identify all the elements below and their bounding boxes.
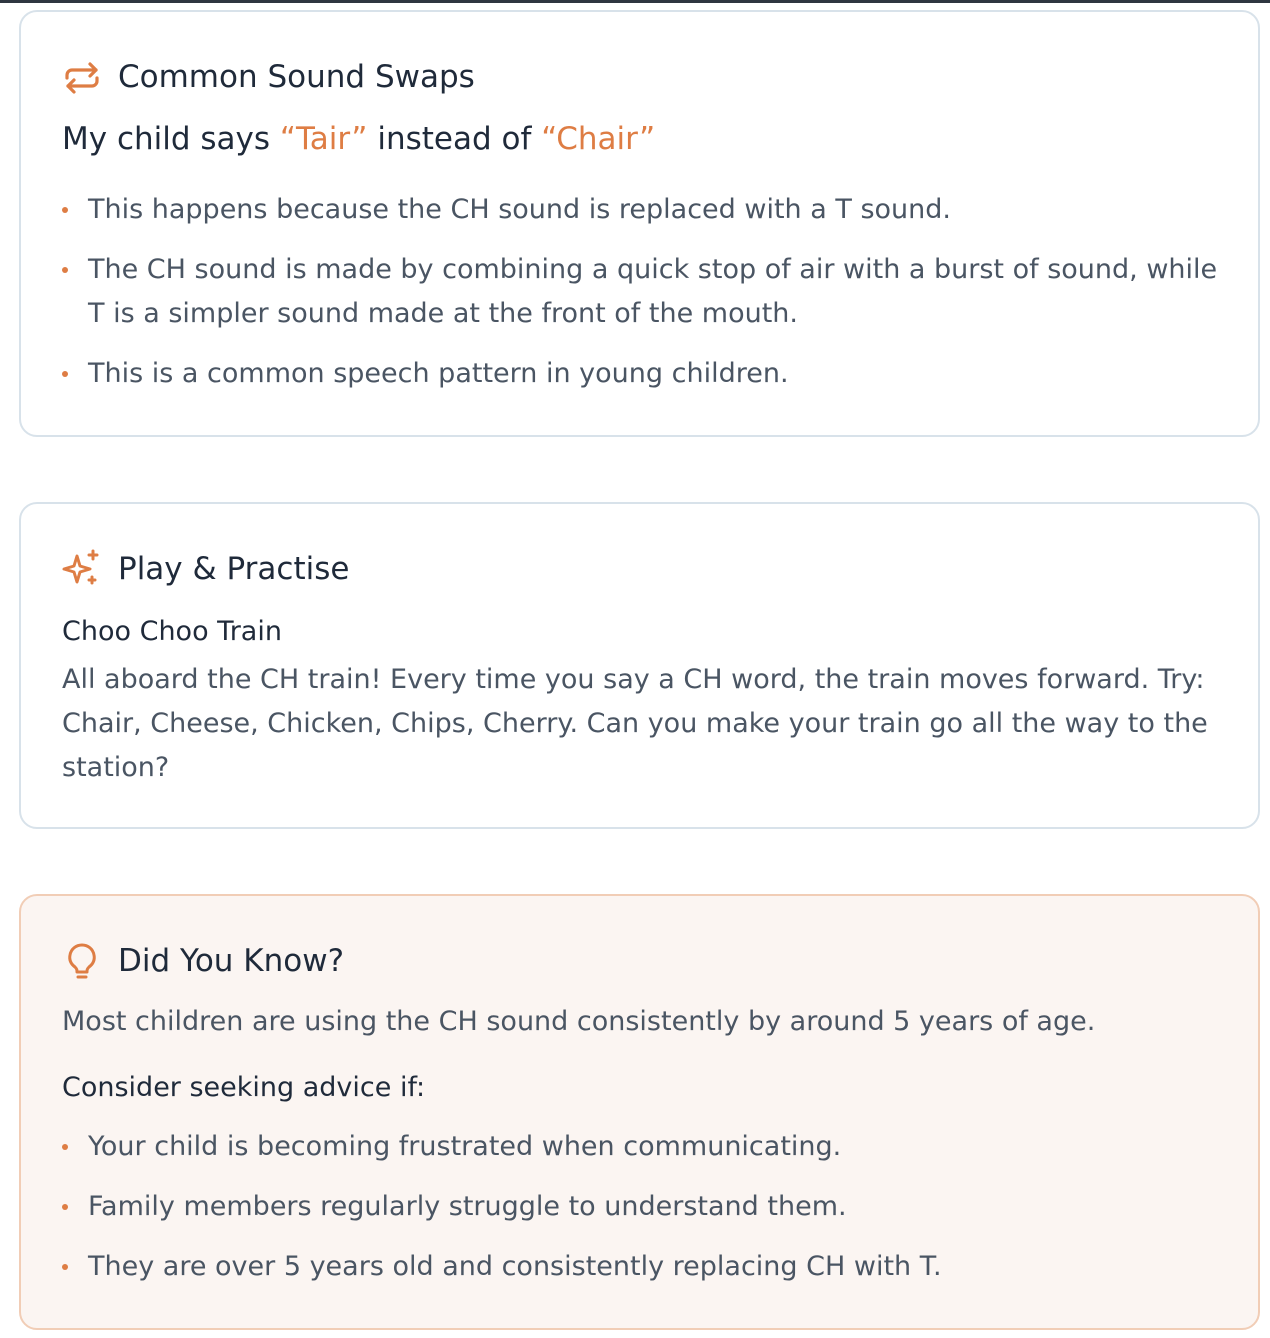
subhead-prefix: My child says	[62, 121, 280, 157]
play-practise-card	[19, 502, 1260, 829]
bullet-dot	[62, 267, 68, 273]
did-you-know-title: Did You Know?	[118, 943, 345, 979]
game-description: All aboard the CH train! Every time you say a CH word, the train moves forward. Try: Chair, Cheese, Chicken, Chips, Cherry. Can you make your train go all the way to the station?	[62, 664, 1208, 783]
play-practise-title: Play & Practise	[118, 551, 350, 587]
list-item-text: This happens because the CH sound is replaced with a T sound.	[88, 194, 951, 225]
bullet-dot	[62, 371, 68, 377]
list-item	[62, 188, 1232, 232]
list-item	[62, 248, 1232, 336]
did-you-know-card	[19, 894, 1260, 1330]
swap-arrows-icon	[60, 56, 104, 100]
list-item	[62, 1185, 1232, 1229]
did-you-know-fact: Most children are using the CH sound consistently by around 5 years of age.	[62, 1006, 1096, 1037]
list-item	[62, 1245, 1232, 1289]
list-item-text: The CH sound is made by combining a quick stop of air with a burst of sound, while T is a simpler sound made at the front of the mouth.	[88, 254, 1218, 329]
list-item-text: They are over 5 years old and consistently replacing CH with T.	[88, 1251, 942, 1282]
sound-swap-example	[62, 121, 656, 157]
advice-list	[62, 1125, 1232, 1289]
list-item-text: Your child is becoming frustrated when communicating.	[88, 1131, 842, 1162]
top-divider	[0, 0, 1270, 3]
advice-heading: Consider seeking advice if:	[62, 1072, 426, 1103]
sparkle-icon	[60, 547, 104, 591]
list-item-text: Family members regularly struggle to understand them.	[88, 1191, 847, 1222]
list-item-text: This is a common speech pattern in young children.	[88, 358, 789, 389]
said-word: “Tair”	[279, 121, 368, 157]
sound-swaps-card	[19, 10, 1260, 437]
game-title: Choo Choo Train	[62, 616, 282, 647]
bullet-dot	[62, 1204, 68, 1210]
list-item	[62, 352, 1232, 396]
bullet-dot	[62, 1144, 68, 1150]
bullet-dot	[62, 207, 68, 213]
sound-swaps-list	[62, 188, 1232, 396]
list-item	[62, 1125, 1232, 1169]
subhead-middle: instead of	[367, 121, 542, 157]
target-word: “Chair”	[541, 121, 656, 157]
bullet-dot	[62, 1264, 68, 1270]
lightbulb-icon	[60, 940, 104, 984]
sound-swaps-title: Common Sound Swaps	[118, 59, 475, 95]
